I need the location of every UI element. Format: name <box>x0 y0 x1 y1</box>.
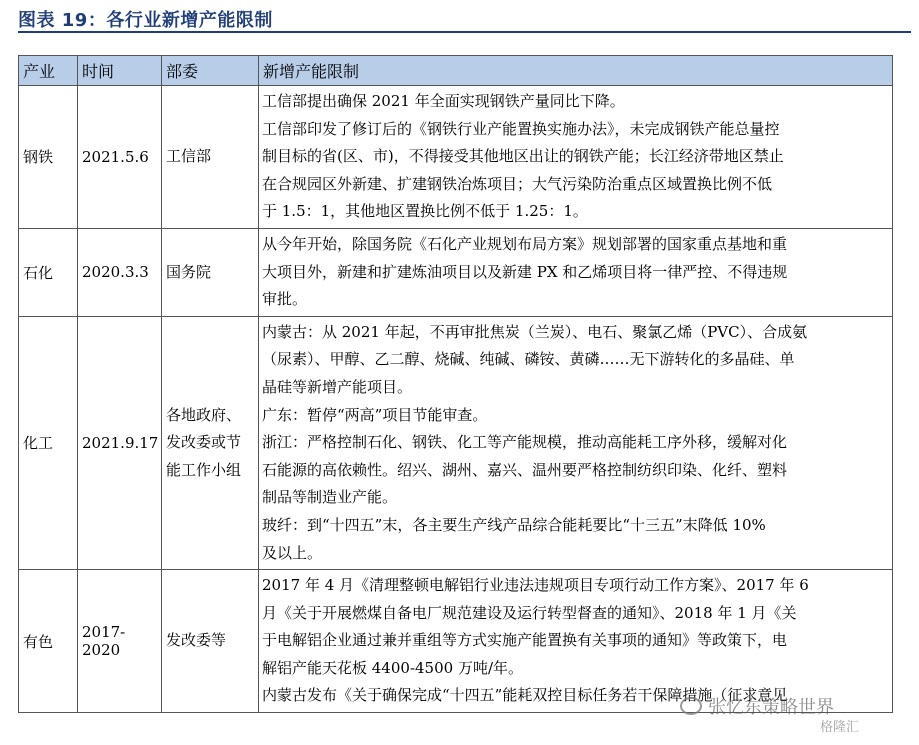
detail-line: 于 1.5：1，其他地区置换比例不低于 1.25：1。 <box>262 202 588 221</box>
cell-agency <box>162 228 259 316</box>
detail-line: 从今年开始，除国务院《石化产业规划布局方案》规划部署的国家重点基地和重 <box>262 234 788 253</box>
title-divider <box>18 31 911 33</box>
detail-line: 解铝产能天花板 4400-4500 万吨/年。 <box>262 658 524 677</box>
detail-line: 2017 年 4 月《清理整顿电解铝行业违法违规项目专项行动工作方案》、2017 年 6 <box>262 576 809 595</box>
cell-industry: 有色 <box>19 570 78 713</box>
table-row-petrochemical <box>19 228 893 316</box>
cell-detail <box>259 228 893 316</box>
header-industry: 产业 <box>19 56 78 86</box>
detail-line: 晶硅等新增产能项目。 <box>262 377 413 396</box>
watermark-text: 张忆东策略世界 <box>708 697 834 718</box>
header-agency: 部委 <box>162 56 259 86</box>
cell-industry: 化工 <box>19 316 78 569</box>
agency-line: 各地政府、 <box>166 405 242 424</box>
agency-line: 能工作小组 <box>166 460 242 479</box>
cell-date: 2020.3.3 <box>78 228 162 316</box>
cell-industry: 石化 <box>19 228 78 316</box>
detail-line: 广东：暂停“两高”项目节能审查。 <box>262 405 488 424</box>
detail-line: 及以上。 <box>262 543 323 562</box>
watermark <box>680 693 834 719</box>
table-row-chemical <box>19 316 893 569</box>
cell-agency <box>162 316 259 569</box>
cell-date: 2021.5.6 <box>78 86 162 229</box>
detail-line: 制目标的省(区、市)，不得接受其他地区出让的钢铁产能；长江经济带地区禁止 <box>262 147 784 166</box>
detail-line: 大项目外，新建和扩建炼油项目以及新建 PX 和乙烯项目将一律严控、不得违规 <box>262 262 788 281</box>
detail-line: 石能源的高依赖性。绍兴、湖州、嘉兴、温州要严格控制纺织印染、化纤、塑料 <box>262 460 788 479</box>
wechat-icon <box>680 697 702 715</box>
detail-line: 工信部提出确保 2021 年全面实现钢铁产量同比下降。 <box>262 92 625 110</box>
detail-line: （尿素）、甲醇、乙二醇、烧碱、纯碱、磷铵、黄磷……无下游转化的多晶硅、单 <box>262 350 795 369</box>
detail-line: 内蒙古发布《关于确保完成“十四五”能耗双控目标任务若干保障措施（征求意见 <box>262 686 788 705</box>
table-row-steel <box>19 86 893 229</box>
detail-line: 审批。 <box>262 290 308 309</box>
cell-detail <box>259 86 893 229</box>
detail-line: 制品等制造业产能。 <box>262 488 398 507</box>
detail-line: 玻纤：到“十四五”末，各主要生产线产品综合能耗要比“十三五”末降低 10% <box>262 515 766 534</box>
table-header-row <box>19 56 893 86</box>
cell-date: 2017-2020 <box>78 570 162 713</box>
cell-industry: 钢铁 <box>19 86 78 229</box>
detail-line: 内蒙古：从 2021 年起，不再审批焦炭（兰炭）、电石、聚氯乙烯（PVC）、合成氨 <box>262 322 808 341</box>
cell-agency <box>162 86 259 229</box>
agency-line: 工信部 <box>166 147 212 166</box>
figure-title: 图表 19：各行业新增产能限制 <box>18 10 273 31</box>
cell-detail <box>259 316 893 569</box>
agency-line: 发改委或节 <box>166 433 242 452</box>
agency-line: 发改委等 <box>166 631 227 650</box>
cell-date: 2021.9.17 <box>78 316 162 569</box>
header-date: 时间 <box>78 56 162 86</box>
cell-detail <box>259 570 893 713</box>
detail-line: 月《关于开展燃煤自备电厂规范建设及运行转型督查的通知》、2018 年 1 月《关 <box>262 603 797 622</box>
capacity-limit-table <box>18 55 893 713</box>
detail-line: 工信部印发了修订后的《钢铁行业产能置换实施办法》，未完成钢铁产能总量控 <box>262 119 780 138</box>
cell-agency <box>162 570 259 713</box>
detail-line: 浙江：严格控制石化、钢铁、化工等产能规模，推动高能耗工序外移，缓解对化 <box>262 433 788 452</box>
detail-line: 于电解铝企业通过兼并重组等方式实施产能置换有关事项的通知》等政策下，电 <box>262 631 788 650</box>
header-new-capacity-limit: 新增产能限制 <box>259 56 893 86</box>
watermark-logo: 格隆汇 <box>820 720 860 735</box>
detail-line: 在合规园区外新建、扩建钢铁冶炼项目；大气污染防治重点区域置换比例不低 <box>262 174 773 193</box>
table-row-nonferrous <box>19 570 893 713</box>
agency-line: 国务院 <box>166 262 212 281</box>
